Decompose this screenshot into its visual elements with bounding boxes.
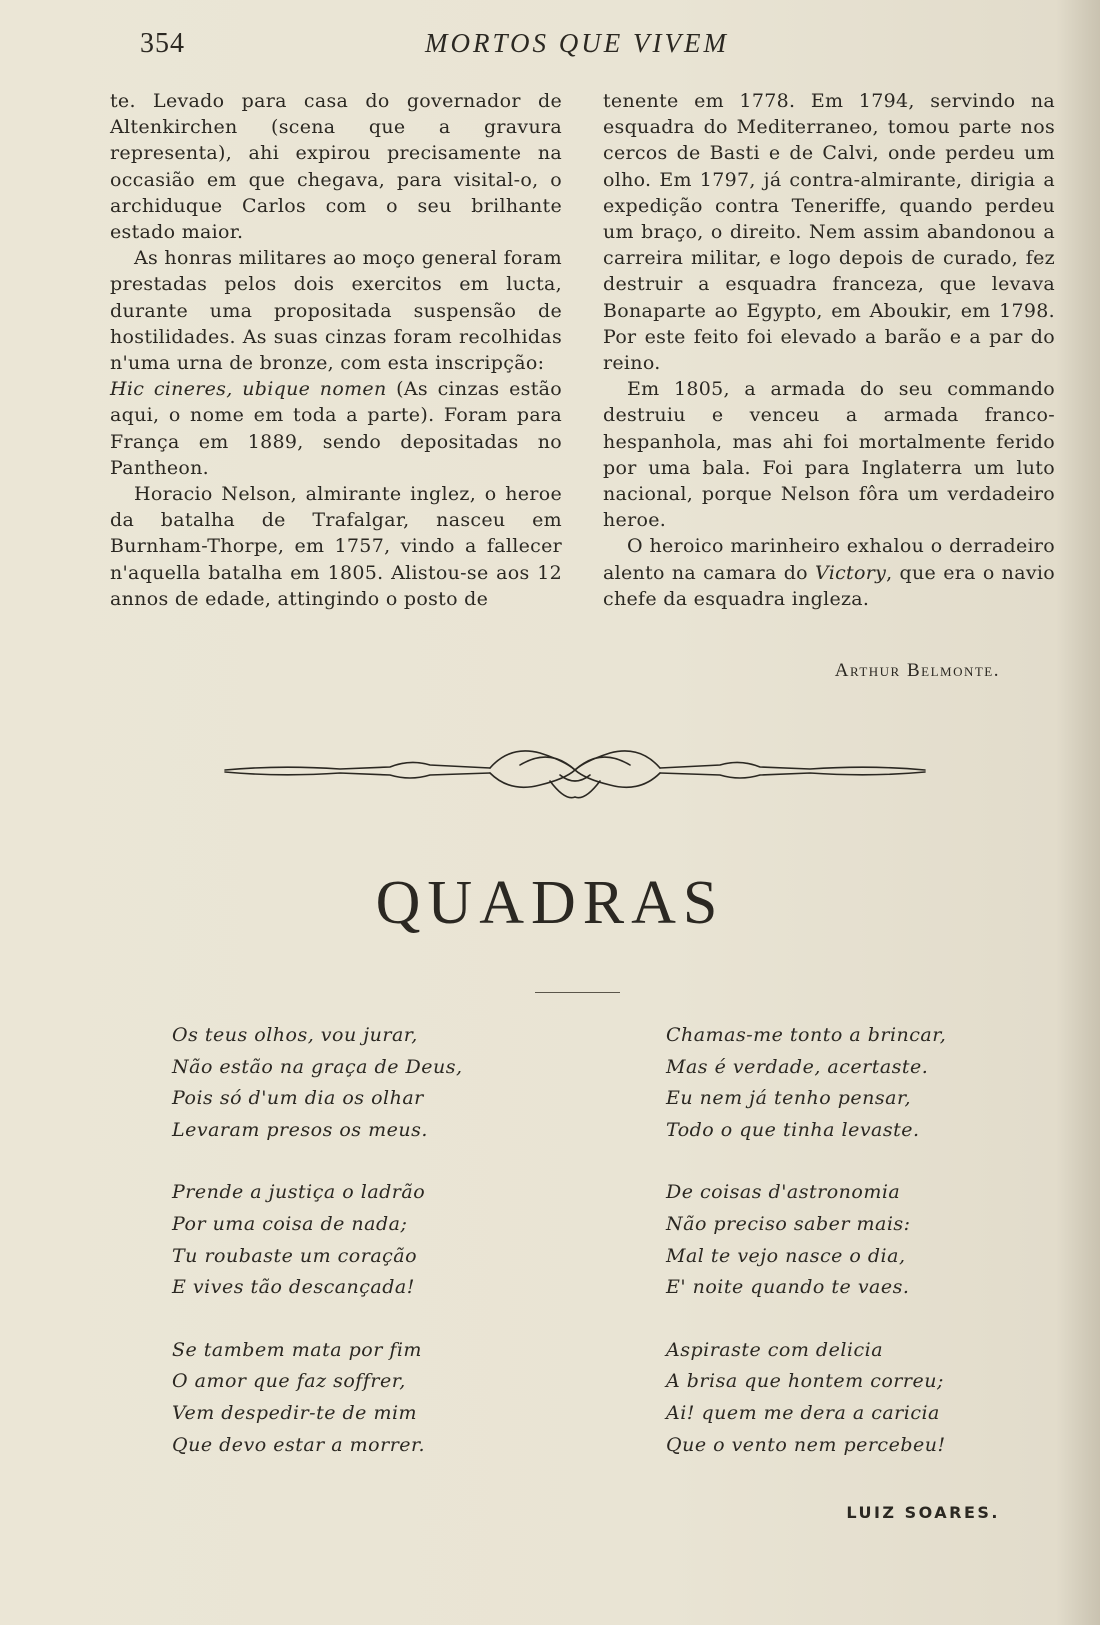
paragraph: Em 1805, a armada do seu commando destruiu e venceu a armada franco-hespanhola, mas ahi foi mortalmente ferido por uma bala. Foi para Inglaterra um luto nacional, porque Nelson fôra um verdadeiro heroe. [603,378,1055,532]
stanza [172,1177,463,1303]
verse-line: Vem despedir-te de mim [172,1401,418,1424]
verse-line: Os teus olhos, vou jurar, [172,1024,418,1046]
ship-name: Victory [815,561,887,584]
stanza [172,1335,463,1461]
paragraph: Hic cineres, ubique nomen (As cinzas estão aqui, o nome em toda a parte). Foram para França em 1889, sendo depositadas no Pantheon. [110,378,562,479]
verse-line: E vives tão descançada! [172,1276,415,1299]
verse-line: Pois só d'um dia os olhar [172,1087,424,1110]
verse-line: O amor que faz soffrer, [172,1370,406,1393]
poem-signature: LUIZ SOARES. [846,1503,1000,1522]
paragraph: O heroico marinheiro exhalou o derradeiro alento na camara do Victory, que era o navio chefe da esquadra ingleza. [603,535,1055,610]
stanza [666,1335,946,1461]
title-rule [535,992,620,993]
running-title: MORTOS QUE VIVEM [425,28,729,58]
ornament-divider [220,735,930,805]
article-author: Arthur Belmonte. [834,660,1000,681]
stanza [172,1020,463,1146]
paragraph: te. Levado para casa do governador de Altenkirchen (scena que a gravura representa), ahi expirou precisamente na occasião em que chegava, para visital-o, o archiduque Carlos com o seu brilhante estado maior. [110,90,562,244]
verse-line: Prende a justiça o ladrão [172,1181,426,1204]
verse-line: Se tambem mata por fim [172,1338,422,1361]
verse-line: Chamas-me tonto a brincar, [666,1024,947,1046]
verse-line: Eu nem já tenho pensar, [666,1087,912,1110]
article-left-column [110,88,562,612]
poem-left-column [172,1020,463,1492]
verse-line: Que o vento nem percebeu! [666,1433,946,1456]
verse-line: A brisa que hontem correu; [666,1370,944,1393]
paragraph: As honras militares ao moço general foram prestadas pelos dois exercitos em lucta, durante uma propositada suspensão de hostilidades. As suas cinzas foram recolhidas n'uma urna de bronze, com esta inscripção: [110,247,562,375]
paragraph: Horacio Nelson, almirante inglez, o heroe da batalha de Trafalgar, nasceu em Burnham-Thorpe, em 1757, vindo a fallecer n'aquella batalha em 1805. Alistou-se aos 12 annos de edade, attingindo o posto de [110,483,562,610]
stanza [666,1020,946,1146]
verse-line: Ai! quem me dera a caricia [666,1401,940,1424]
stanza [666,1177,946,1303]
verse-line: Mas é verdade, acertaste. [666,1055,929,1078]
verse-line: Aspiraste com delicia [666,1338,884,1361]
page-number: 354 [140,28,185,59]
verse-line: Não estão na graça de Deus, [172,1055,463,1078]
verse-line: De coisas d'astronomia [666,1181,901,1204]
verse-line: Mal te vejo nasce o dia, [666,1244,906,1267]
verse-line: Por uma coisa de nada; [172,1212,408,1235]
poem-right-column [666,1020,946,1492]
poem-title: QUADRAS [375,869,725,937]
verse-line: Não preciso saber mais: [666,1212,911,1235]
verse-line: E' noite quando te vaes. [666,1276,910,1299]
verse-line: Todo o que tinha levaste. [666,1118,920,1141]
verse-line: Levaram presos os meus. [172,1118,428,1141]
article-right-column [603,88,1055,612]
verse-line: Que devo estar a morrer. [172,1433,426,1456]
paragraph: tenente em 1778. Em 1794, servindo na esquadra do Mediterraneo, tomou parte nos cercos de Basti e de Calvi, onde perdeu um olho. Em 1797, já contra-almirante, dirigia a expedição contra Teneriffe, quando perdeu um braço, o direito. Nem assim abandonou a carreira militar, e logo depois de curado, fez destruir a esquadra franceza, que levava Bonaparte ao Egypto, em Aboukir, em 1798. Por este feito foi elevado a barão e a par do reino. [603,90,1055,375]
verse-line: Tu roubaste um coração [172,1244,418,1267]
latin-inscription: Hic cineres, ubique nomen [110,378,387,401]
